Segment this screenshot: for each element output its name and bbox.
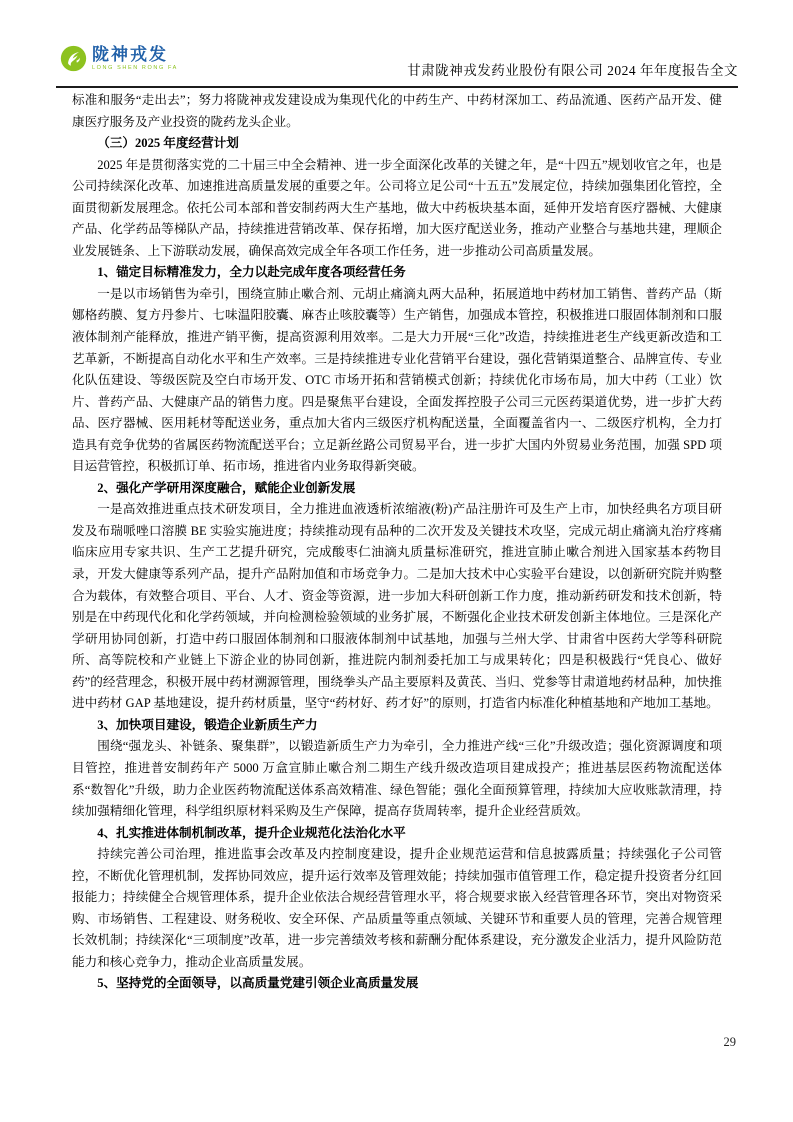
paragraph: 围绕“强龙头、补链条、聚集群”，以锻造新质生产力为牵引，全力推进产线“三化”升级改造；强化资源调度和项目管控，推进普安制药年产 5000 万盒宣肺止嗽合剂二期生产线升级改造项目建成投产；推进基层医药物流配送体系“数智化”升级，助力企业医药物流配送体系高效精准、绿色智能；强化全面预算管理，持续加大应收账款清理，持续加强精细化管理，科学组织原材料采购及生产保障，提高存货周转率，提升企业经营质效。 xyxy=(72,739,722,819)
paragraph: 持续完善公司治理，推进监事会改革及内控制度建设，提升企业规范运营和信息披露质量；持续强化子公司管控，不断优化管理机制，发挥协同效应，提升运行效率及管理效能；持续加强市值管理工作，稳定提升投资者分红回报能力；持续健全合规管理体系，提升企业依法合规经营管理水平，将合规要求嵌入经营管理各环节，突出对物资采购、市场销售、工程建设、财务税收、安全环保、产品质量等重点领域、关键环节和重要人员的管理，完善合规管理长效机制；持续深化“三项制度”改革，进一步完善绩效考核和薪酬分配体系建设，充分激发企业活力，提升风险防范能力和核心竞争力，推动企业高质量发展。 xyxy=(72,847,722,969)
report-title: 甘肃陇神戎发药业股份有限公司 2024 年年度报告全文 xyxy=(407,63,738,78)
numbered-heading-1: 1、锚定目标精准发力，全力以赴完成年度各项经营任务 xyxy=(97,265,406,280)
numbered-heading-3: 3、加快项目建设，锻造企业新质生产力 xyxy=(97,717,318,732)
logo-text xyxy=(92,46,178,72)
numbered-heading-4: 4、扎实推进体制机制改革，提升企业规范化法治化水平 xyxy=(97,825,406,840)
logo-brand-subtitle: LONG SHEN RONG FA xyxy=(92,65,178,72)
paragraph: 一是高效推进重点技术研发项目，全力推进血液透析浓缩液(粉)产品注册许可及生产上市，加快经典名方项目研发及布瑞哌唑口溶膜 BE 实验实施进度；持续推动现有品种的二次开发及关键技术攻坚，完成元胡止痛滴丸治疗疼痛临床应用专家共识、生产工艺提升研究，完成酸枣仁油滴丸质量标准研究，推进宣肺止嗽合剂进入国家基本药物目录，开发大健康等系列产品，提升产品附加值和市场竞争力。二是加大技术中心实验平台建设，以创新研究院并购整合为载体，有效整合项目、平台、人才、资金等资源，进一步加大科研创新工作力度，推动新药研发和技术创新，特别是在中药现代化和化学药领域，并向检测检验领域的业务扩展，不断强化企业技术研发创新主体地位。三是深化产学研用协同创新，打造中药口服固体制剂和口服液体制剂中试基地，加强与兰州大学、甘肃省中医药大学等科研院所、高等院校和产业链上下游企业的协同创新，推进院内制剂委托加工与成果转化；四是积极践行“凭良心、做好药”的经营理念，积极开展中药材溯源管理，围绕拳头产品主要原料及黄芪、当归、党参等甘肃道地药材品种，加快推进中药材 GAP 基地建设，提升药材质量，坚守“药材好、药才好”的原则，打造省内标准化种植基地和产地加工基地。 xyxy=(72,502,722,711)
document-body xyxy=(72,90,722,995)
logo-brand-name: 陇神戎发 xyxy=(92,44,168,64)
company-logo xyxy=(60,45,178,72)
numbered-heading-2: 2、强化产学研用深度融合，赋能企业创新发展 xyxy=(97,480,356,495)
page-header xyxy=(56,44,738,88)
numbered-heading-5: 5、坚持党的全面领导，以高质量党建引领企业高质量发展 xyxy=(97,976,419,991)
paragraph: 一是以市场销售为牵引，围绕宣肺止嗽合剂、元胡止痛滴丸两大品种，拓展道地中药材加工销售、普药产品（斯娜格药膜、复方丹参片、七味温阳胶囊、麻杏止咳胶囊等）生产销售，加强成本管控，积极推进口服固体制剂和口服液体制剂产能释放，推进产销平衡，提高资源利用效率。二是大力开展“三化”改造，持续推进老生产线更新改造和工艺革新，不断提高自动化水平和生产效率。三是持续推进专业化营销平台建设，强化营销渠道整合、品牌宣传、专业化队伍建设、等级医院及空白市场开发、OTC 市场开拓和营销模式创新；持续优化市场布局，加大中药（工业）饮片、普药产品、大健康产品的销售力度。四是聚焦平台建设，全面发挥控股子公司三元医药渠道优势，进一步扩大药品、医疗器械、医用耗材等配送业务，重点加大省内三级医疗机构配送量，全面覆盖省内一、二级医疗机构，全力打造具有竞争优势的省属医药物流配送平台；立足新丝路公司贸易平台，进一步扩大国内外贸易业务范围，加强 SPD 项目运营管控，积极抓订单、拓市场，推进省内业务取得新突破。 xyxy=(72,286,722,474)
section-heading-3: （三）2025 年度经营计划 xyxy=(97,136,239,151)
longshen-logo-icon xyxy=(60,45,87,72)
paragraph: 2025 年是贯彻落实党的二十届三中全会精神、进一步全面深化改革的关键之年，是“十四五”规划收官之年，也是公司持续深化改革、加速推进高质量发展的重要之年。公司将立足公司“十五五”发展定位，持续加强集团化管控，全面贯彻新发展理念。依托公司本部和普安制药两大生产基地，做大中药板块基本面，延伸开发培育医疗器械、大健康产品、化学药品等梯队产品，持续推进营销改革、保存拓增，加大医疗配送业务，推动产业整合与基地共建，理顺企业发展链条、上下游联动发展，确保高效完成全年各项工作任务，进一步推动公司高质量发展。 xyxy=(72,157,722,258)
page-number: 29 xyxy=(723,1035,736,1049)
paragraph-continuation: 标准和服务“走出去”；努力将陇神戎发建设成为集现代化的中药生产、中药材深加工、药品流通、医药产品开发、健康医疗服务及产业投资的陇药龙头企业。 xyxy=(72,93,722,129)
